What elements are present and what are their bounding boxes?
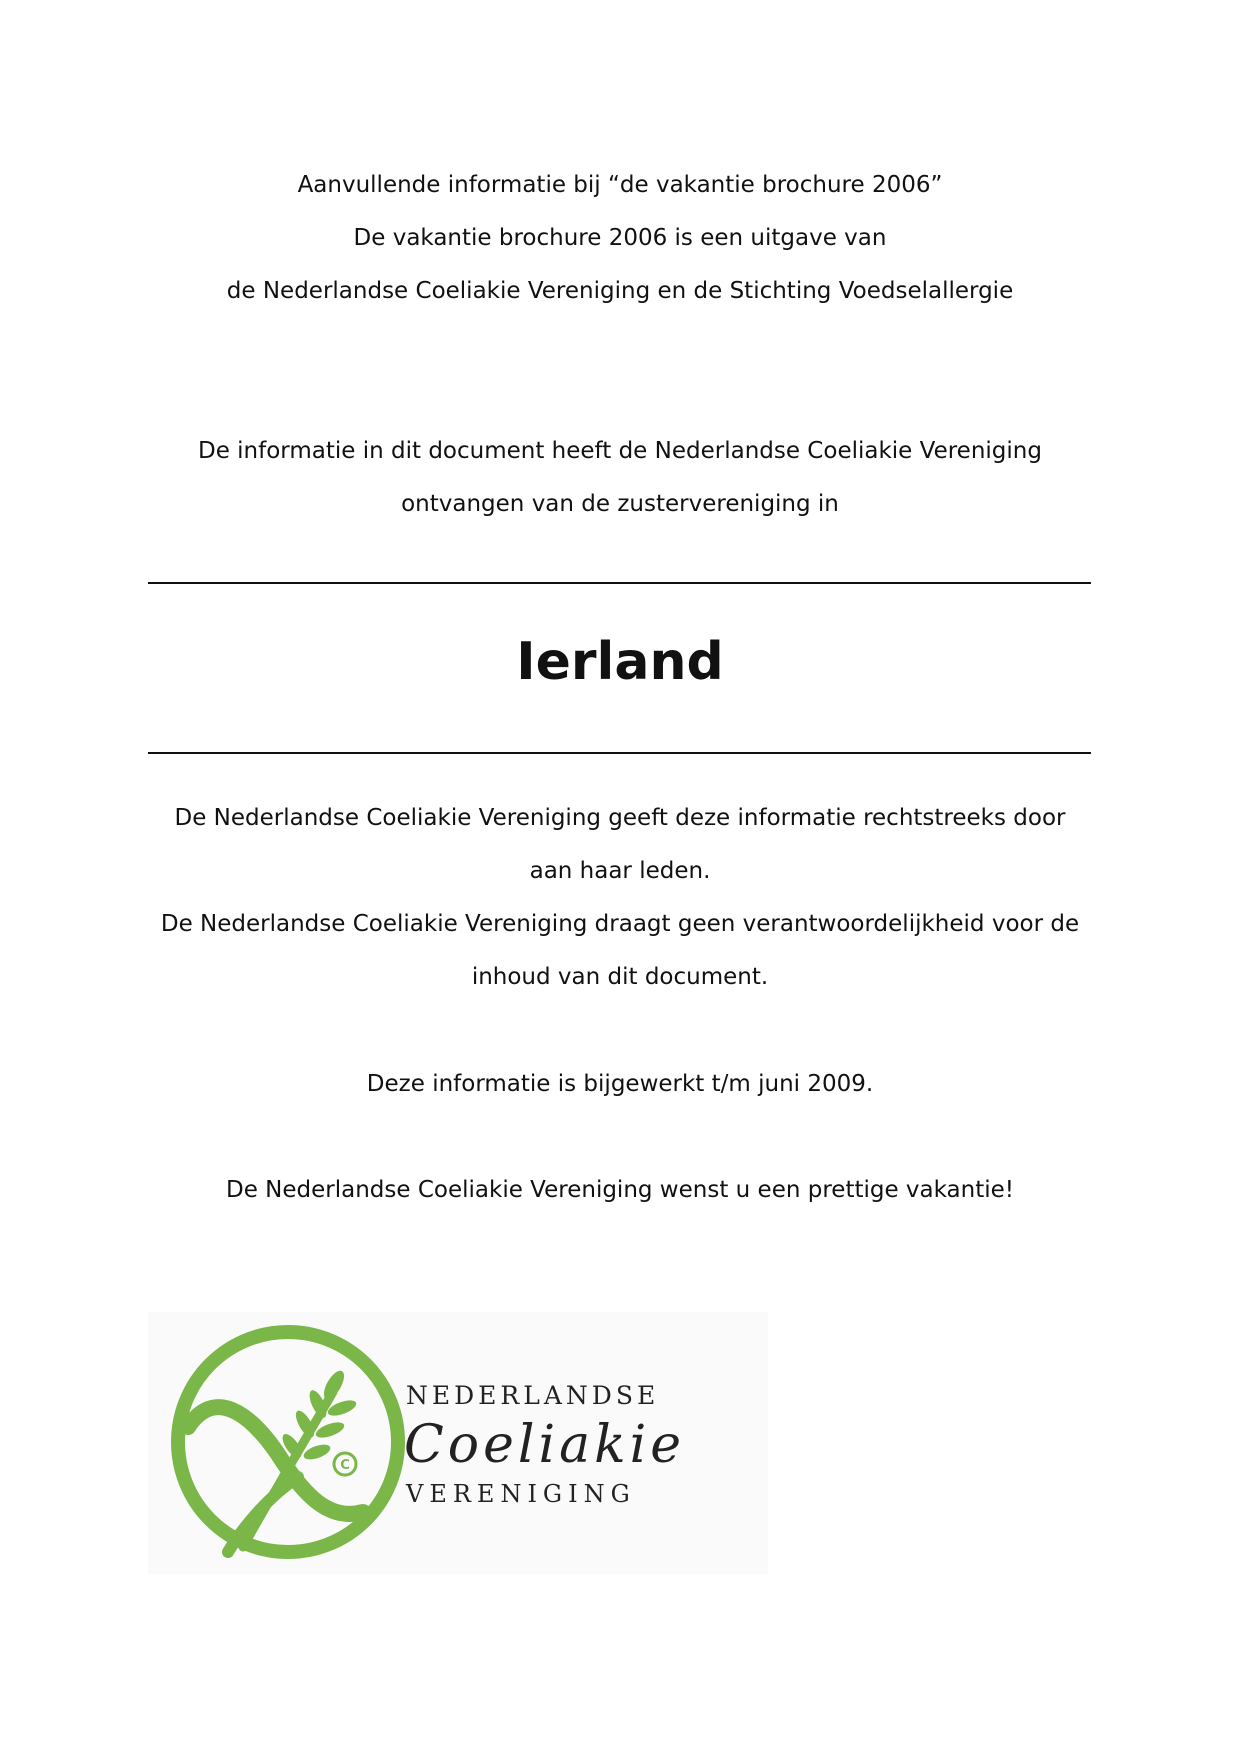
disclaimer-line-4: inhoud van dit document.: [471, 964, 769, 990]
header-line-1: Aanvullende informatie bij “de vakantie brochure 2006”: [297, 172, 943, 198]
disclaimer-line-1: De Nederlandse Coeliakie Vereniging geeft deze informatie rechtstreeks door: [174, 805, 1066, 831]
disclaimer-line-2: aan haar leden.: [529, 858, 711, 884]
logo-line-1: NEDERLANDSE: [406, 1381, 660, 1410]
header-line-2: De vakantie brochure 2006 is een uitgave van: [353, 225, 887, 251]
source-line-2: ontvangen van de zustervereniging in: [401, 491, 839, 517]
top-divider: [148, 582, 1091, 584]
logo-line-2: Coeliakie: [404, 1415, 686, 1475]
header-line-3: de Nederlandse Coeliakie Vereniging en de Stichting Voedselallergie: [226, 278, 1014, 304]
crossed-grain-icon: [178, 1332, 398, 1552]
bottom-divider: [148, 752, 1091, 754]
source-line-1: De informatie in dit document heeft de Nederlandse Coeliakie Vereniging: [198, 438, 1042, 464]
svg-text:C: C: [340, 1458, 350, 1473]
logo-line-3: VERENIGING: [406, 1480, 636, 1508]
ncv-logo: [148, 1312, 768, 1574]
disclaimer-line-3: De Nederlandse Coeliakie Vereniging draagt geen verantwoordelijkheid voor de: [160, 911, 1080, 937]
holiday-wish: De Nederlandse Coeliakie Vereniging wenst u een prettige vakantie!: [226, 1177, 1014, 1203]
updated-note: Deze informatie is bijgewerkt t/m juni 2009.: [366, 1071, 874, 1097]
country-title: Ierland: [516, 632, 724, 692]
